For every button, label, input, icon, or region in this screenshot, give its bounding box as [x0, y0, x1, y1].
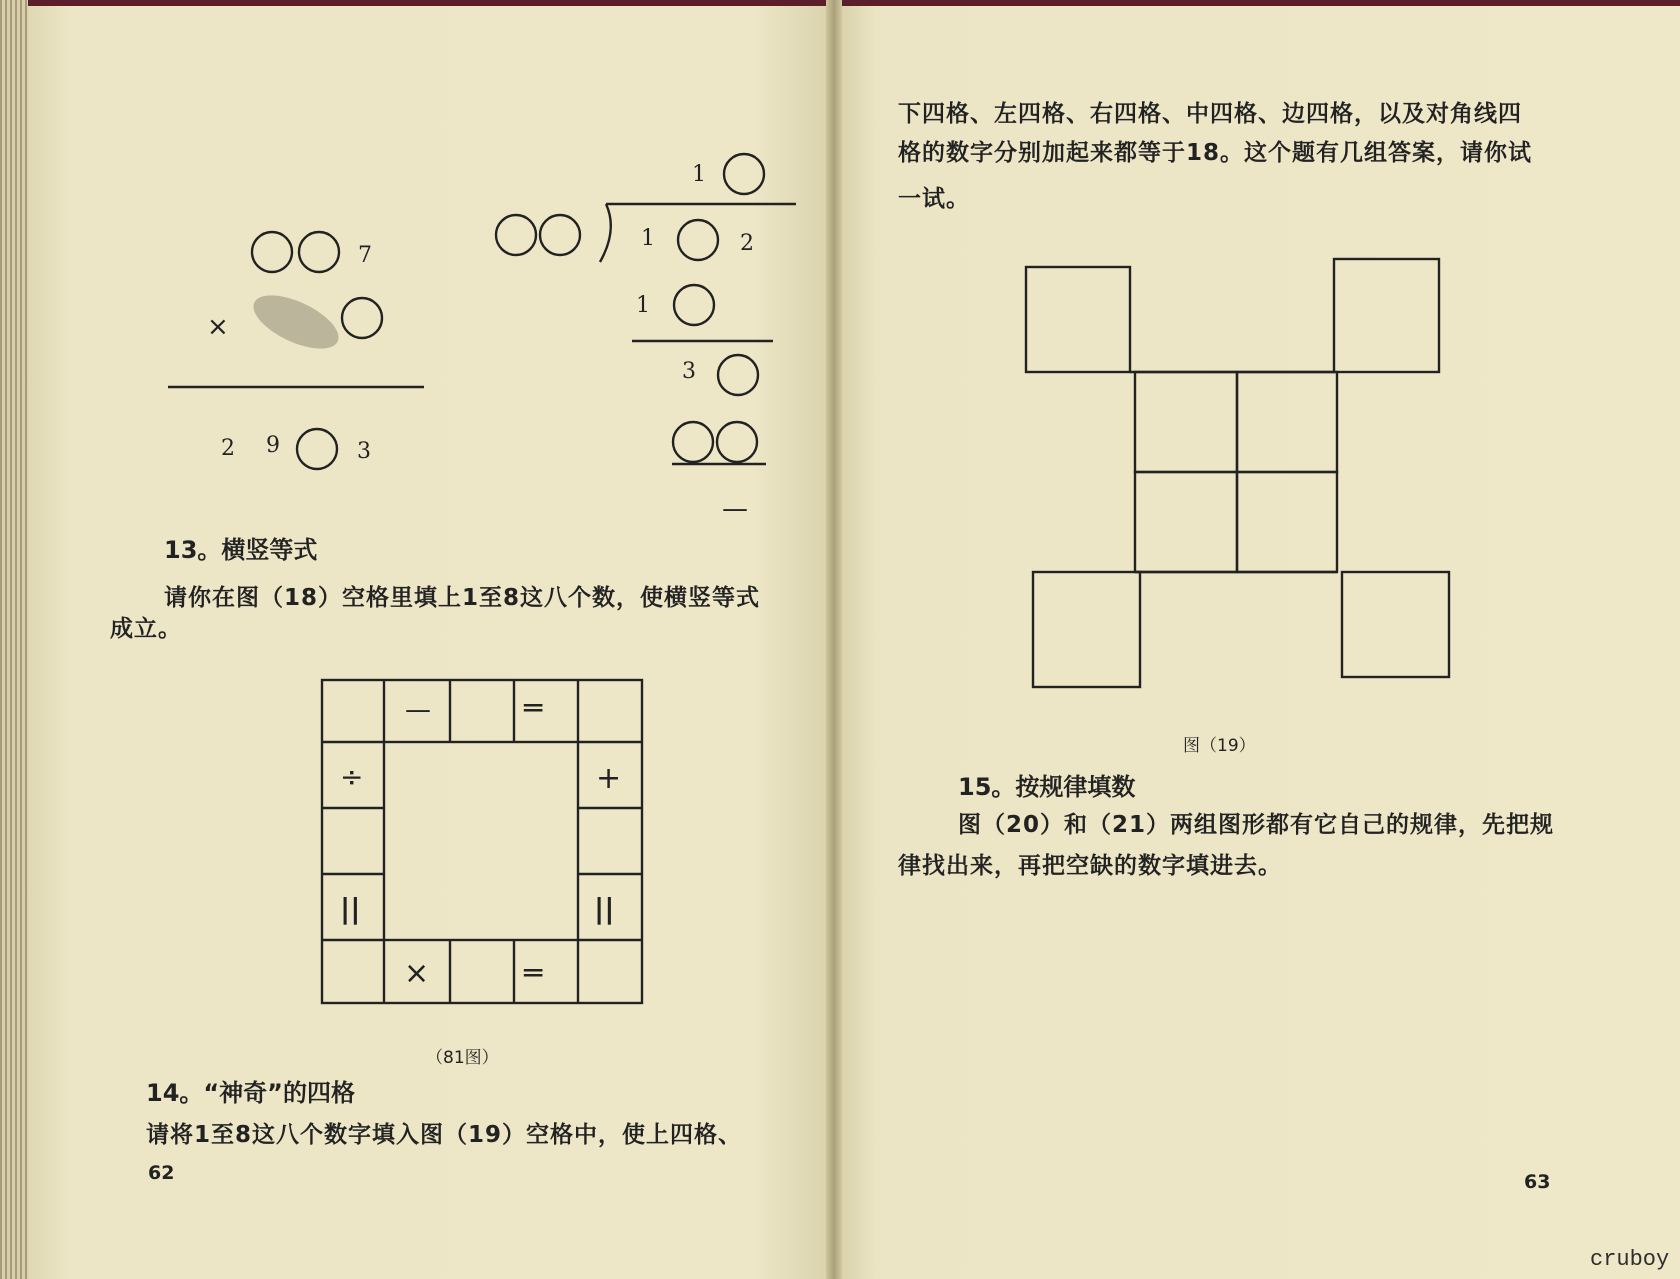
question-14-text: 格的数字分别加起来都等于18。这个题有几组答案，请你试	[898, 140, 1533, 166]
question-14-text: 请将1至8这八个数字填入图（19）空格中，使上四格、	[146, 1122, 743, 1148]
blank-circle	[718, 355, 758, 395]
result-digit: 2	[221, 436, 235, 461]
grid-cell	[1135, 372, 1237, 472]
figure-18-caption: （81图）	[426, 1048, 499, 1068]
question-15-text: 图（20）和（21）两组图形都有它自己的规律，先把规	[958, 812, 1555, 838]
remainder-digit: 3	[682, 359, 696, 384]
final-remainder: —	[722, 494, 748, 524]
figure-19-caption: 图（19）	[1183, 736, 1256, 756]
equals-sign: ═	[524, 691, 543, 726]
question-13-text: 成立。	[110, 616, 182, 642]
blank-circle	[724, 154, 764, 194]
blank-circle	[252, 232, 292, 272]
blank-circle	[496, 215, 536, 255]
blank-circle	[299, 232, 339, 272]
subtrahend-digit: 1	[636, 293, 650, 318]
grid-cell	[1026, 267, 1130, 372]
blank-circle	[678, 220, 718, 260]
blank-circle	[342, 298, 382, 338]
dividend-digit: 1	[641, 226, 655, 251]
minus-sign: —	[405, 695, 431, 725]
grid-cell	[1342, 572, 1449, 677]
question-15-text: 律找出来，再把空缺的数字填进去。	[898, 853, 1282, 879]
multiplication-puzzle	[168, 232, 424, 469]
watermark-text: cruboy	[1590, 1247, 1670, 1272]
divide-sign: ÷	[340, 760, 364, 793]
question-13-text: 请你在图（18）空格里填上1至8这八个数，使横竖等式	[164, 585, 761, 611]
result-digit: 9	[266, 433, 280, 458]
mult-top-digit: 7	[358, 243, 372, 268]
page-number: 62	[148, 1162, 175, 1184]
question-15-title: 15。按规律填数	[958, 773, 1136, 801]
blank-circle	[297, 429, 337, 469]
figure-18-grid	[322, 680, 642, 1003]
grid-cell	[1334, 259, 1439, 372]
question-14-text: 下四格、左四格、右四格、中四格、边四格，以及对角线四	[898, 101, 1522, 127]
blank-circle	[540, 215, 580, 255]
grid-cell	[1033, 572, 1140, 687]
equals-sign-vertical: ||	[594, 892, 615, 925]
equals-sign-vertical: ||	[340, 892, 361, 925]
question-13-title: 13。横竖等式	[164, 536, 318, 564]
division-bracket	[600, 204, 611, 262]
times-sign: ×	[207, 312, 229, 342]
blank-circle	[673, 422, 713, 462]
result-digit: 3	[357, 439, 371, 464]
grid-cell	[1135, 472, 1237, 572]
question-14-text: 一试。	[898, 186, 970, 212]
page-number: 63	[1524, 1171, 1551, 1193]
plus-sign: +	[596, 761, 622, 796]
times-sign: ×	[404, 956, 430, 991]
grid-cell	[1237, 472, 1337, 572]
quotient-digit: 1	[692, 162, 706, 187]
figure-19-grid	[1026, 259, 1449, 687]
grid-cell	[1237, 372, 1337, 472]
blank-circle	[674, 285, 714, 325]
dividend-digit: 2	[740, 231, 754, 256]
division-puzzle	[496, 154, 796, 524]
grid-outer	[322, 680, 642, 1003]
blank-circle	[717, 422, 757, 462]
equals-sign: ═	[524, 956, 543, 991]
grid-inner	[384, 742, 578, 940]
question-14-title: 14。“神奇”的四格	[146, 1079, 355, 1107]
ink-smudge	[246, 284, 346, 359]
